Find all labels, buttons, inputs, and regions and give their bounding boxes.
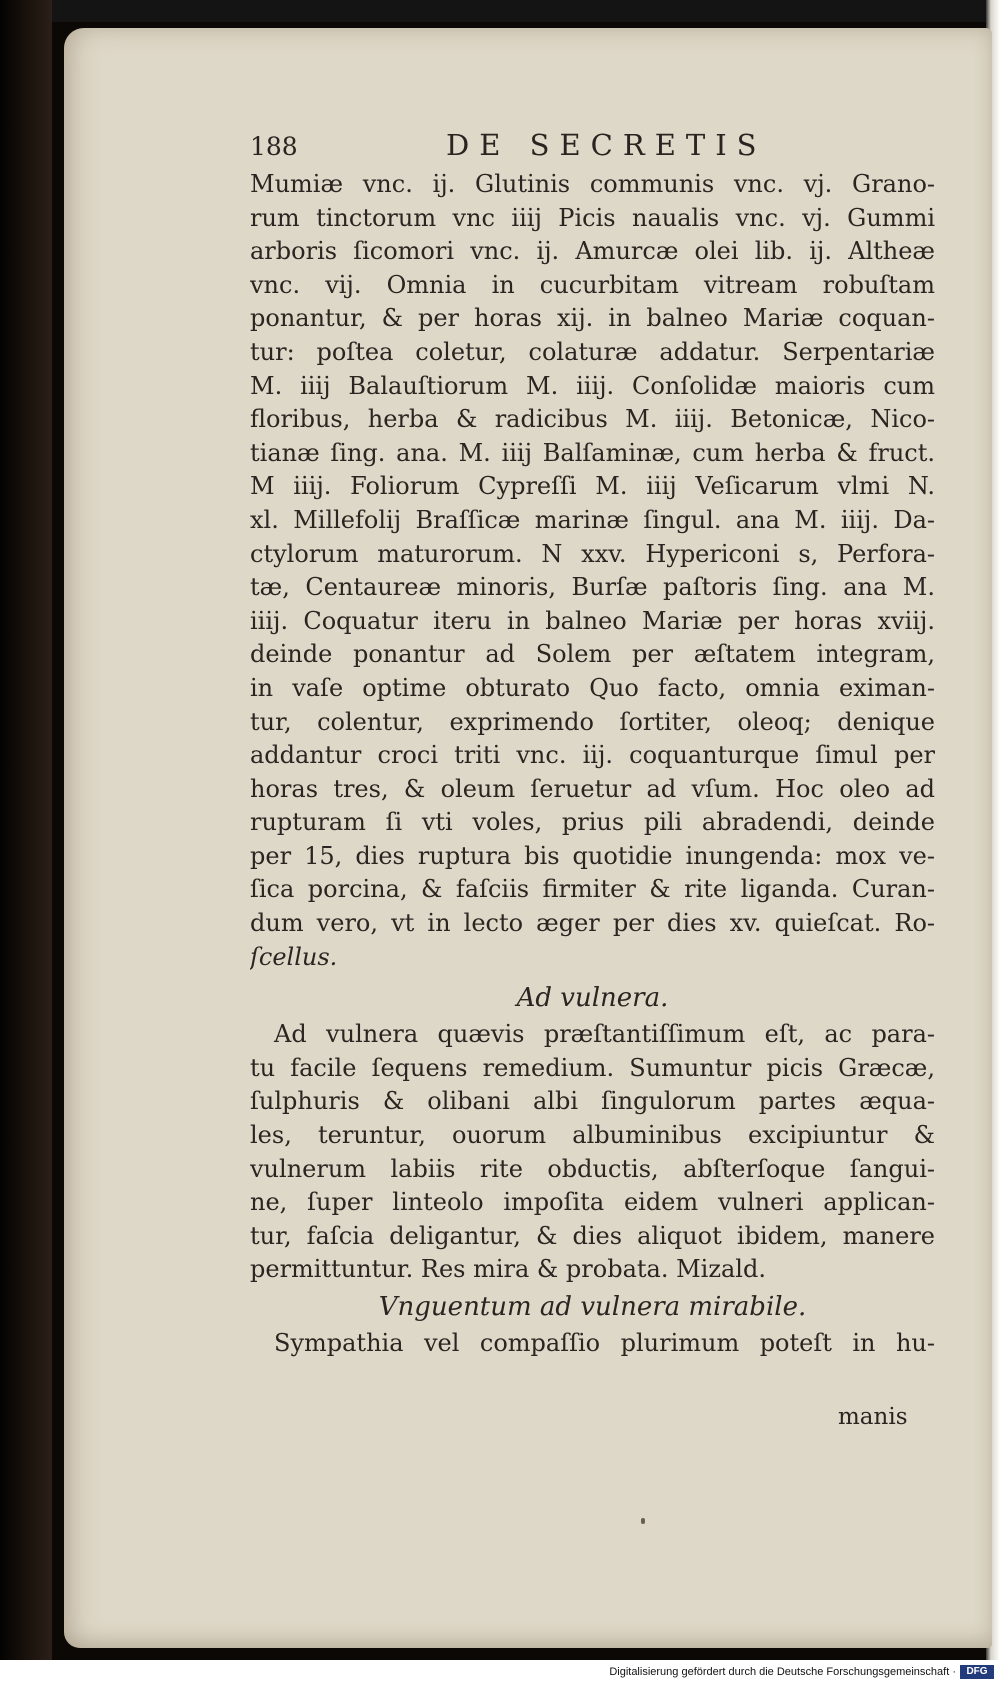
text-line: iiij. Coquatur iteru in balneo Mariæ per horas xviij. [250, 606, 935, 635]
section-heading-ad-vulnera: Ad vulnera. [516, 983, 669, 1014]
text-line: tur: poſtea coletur, colaturæ addatur. Serpentariæ [250, 337, 935, 366]
text-line: permittuntur. Res mira & probata. Mizald. [250, 1255, 766, 1284]
text-line: ſulphuris & olibani albi ſingulorum partes æqua- [250, 1087, 935, 1116]
text-line: in vaſe optime obturato Quo facto, omnia eximan- [250, 673, 935, 702]
text-line: vulnerum labiis rite obductis, abſterſoque ſangui- [250, 1154, 935, 1183]
text-line: Sympathia vel compaſſio plurimum poteſt in hu- [274, 1329, 935, 1357]
text-line: M. iiij Balauſtiorum M. iiij. Conſolidæ maioris cum [250, 371, 935, 400]
text-line: horas tres, & oleum ſeruetur ad vſum. Hoc oleo ad [250, 774, 935, 803]
text-line: Mumiæ vnc. ij. Glutinis communis vnc. vj. Grano- [250, 170, 935, 198]
page-number: 188 [250, 132, 298, 161]
text-line: tæ, Centaureæ minoris, Burſæ paſtoris ſing. ana M. [250, 573, 935, 602]
text-line: tu facile ſequens remedium. Sumuntur picis Græcæ, [250, 1053, 935, 1082]
text-line: les, teruntur, ouorum albuminibus excipiuntur & [250, 1121, 935, 1150]
text-block [250, 168, 935, 1361]
text-line: rum tinctorum vnc iiij Picis naualis vnc. vj. Gummi [250, 203, 935, 232]
text-line: arboris ſicomori vnc. ij. Amurcæ olei lib. ij. Altheæ [250, 237, 935, 266]
text-line: xl. Millefolij Braſſicæ marinæ ſingul. ana M. iiij. Da- [250, 505, 935, 534]
text-line: ponantur, & per horas xij. in balneo Mariæ coquan- [250, 304, 935, 333]
footer-bar [0, 1660, 1000, 1687]
text-line: rupturam ſi vti voles, prius pili abradendi, deinde [250, 808, 935, 837]
book-spine-shadow [0, 0, 52, 1660]
dfg-logo: DFG [960, 1665, 994, 1679]
header-title: DE SECRETIS [446, 128, 767, 162]
text-line: M iiij. Foliorum Cypreſſi M. iiij Veſicarum vlmi N. [250, 472, 935, 501]
paper-speck [641, 1518, 645, 1524]
text-line: tur, colentur, exprimendo ſortiter, oleoq; denique [250, 707, 935, 736]
text-line: Ad vulnera quævis præſtantiſſimum eſt, ac para- [274, 1020, 935, 1049]
digitization-credit: Digitalisierung gefördert durch die Deutsche Forschungsgemeinschaft · [609, 1666, 956, 1678]
text-line: ne, ſuper linteolo impoſita eidem vulneri applican- [250, 1188, 935, 1217]
text-line: deinde ponantur ad Solem per æſtatem integram, [250, 640, 935, 669]
text-line: vnc. vij. Omnia in cucurbitam vitream robuſtam [250, 270, 935, 299]
text-line: ſica porcina, & faſciis firmiter & rite liganda. Curan- [250, 875, 935, 904]
text-line: ctylorum maturorum. N xxv. Hypericoni s, Perfora- [250, 539, 935, 568]
text-line: tur, faſcia deligantur, & dies aliquot ibidem, manere [250, 1221, 935, 1250]
running-head [250, 128, 980, 168]
section-heading-vnguentum: Vnguentum ad vulnera mirabile. [378, 1292, 807, 1322]
scan-background-top [0, 0, 1000, 22]
text-line: addantur croci triti vnc. iij. coquanturque ſimul per [250, 741, 935, 770]
text-line: tianæ ſing. ana. M. iiij Balſaminæ, cum herba & fruct. [250, 438, 935, 467]
text-line: per 15, dies ruptura bis quotidie inungenda: mox ve- [250, 841, 935, 870]
text-line: floribus, herba & radicibus M. iiij. Betonicæ, Nico- [250, 405, 935, 434]
source-attribution: ſcellus. [250, 942, 338, 971]
text-line: dum vero, vt in lecto æger per dies xv. quieſcat. Ro- [250, 909, 935, 938]
catchword: manis [838, 1404, 908, 1430]
